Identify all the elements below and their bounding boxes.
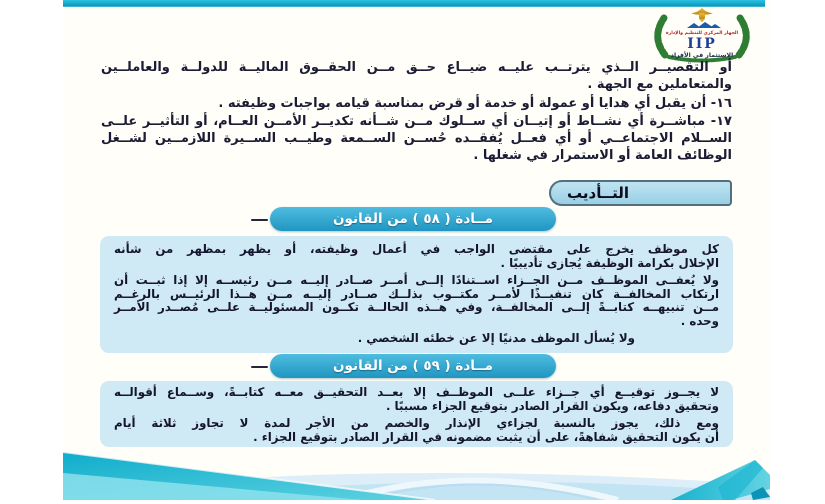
article-58-heading: مــادة ( ٥٨ ) من القانون <box>333 211 493 227</box>
logo-agency-name: الجهاز المركزي للتنظيم والإدارة <box>665 31 739 36</box>
article-paragraph <box>114 417 719 444</box>
article-paragraph <box>114 243 719 270</box>
eagle-icon <box>691 8 713 22</box>
text-line: لا يجــوز توقيــع أي جــزاء علــى الموظــف إلا بعــد التحقيــق معــه كتابــةً، وســماع أقوالــه <box>114 385 719 399</box>
section-title: التــأديب <box>567 184 629 202</box>
top-accent-bar <box>63 0 765 7</box>
text-line: ومع ذلك، يجوز بالنسبة لجزاءي الإنذار والخصم من الأجر لمدة لا تجاوز ثلاثة أيام <box>114 416 719 430</box>
article-paragraph <box>114 274 719 328</box>
section-title-pill <box>549 180 732 206</box>
text-line: ولا يُعفــى الموظــف مــن الجــزاء اســتنادًا إلــى أمــر صــادر إليــه مــن رئيســه إلا إذا ثبــت أن <box>114 273 719 287</box>
text-line: وتحقيق دفاعه، ويكون القرار الصادر بتوقيع الجزاء مسببًا . <box>385 398 719 413</box>
article-58-heading-pill <box>270 207 556 231</box>
article-58-box <box>100 236 733 353</box>
article-paragraph <box>114 386 719 413</box>
text-line: الســلام الاجتماعــي أو أي فعــل يُفقــده حُســن الســمعة وطيــب الســيرة اللازمــين لشــغل <box>101 131 732 147</box>
text-line: أو التقصيــر الــذي يترتــب عليــه ضيــاع حــق مــن الحقــوق الماليــة للدولــة والعاملــين <box>101 60 732 75</box>
bottom-wave-decoration <box>63 447 770 500</box>
text-line: والمتعاملين مع الجهة . <box>587 76 732 92</box>
wave-graphic <box>63 447 770 500</box>
article-59-box <box>100 381 733 447</box>
text-line: ارتكاب المخالفــة كان تنفيــذًا لأمــر مكتــوب بذلــك صــادر إليــه مــن هــذا الرئيــس بالرغــم <box>114 286 719 301</box>
connector-dash <box>251 219 268 221</box>
iip-agency-logo <box>645 7 759 63</box>
connector-dash <box>251 366 268 368</box>
logo-tagline: الاستثمار في الأفراد <box>670 52 734 59</box>
text-line: ١٧- مباشــرة أي نشــاط أو إتيــان أي ســلوك مــن شــأنه تكديــر الأمــن العــام، أو التأثيــر علــى <box>101 114 732 130</box>
list-item-17 <box>101 114 732 164</box>
pyramids-icon <box>687 22 721 28</box>
text-line: مــن تنبيهــه كتابــةً إلــى المخالفــة، وفي هــذه الحالــة تكــون المسئوليــة علــى مُصــدر الأمــر <box>114 300 719 314</box>
article-59-heading-pill <box>270 354 556 378</box>
text-line: كل موظف يخرج على مقتضى الواجب في أعمال وظيفته، أو يظهر بمظهر من شأنه <box>114 242 719 256</box>
text-line: أن يكون التحقيق شفاهةً، على أن يثبت مضمونه في القرار الصادر بتوقيع الجزاء . <box>253 429 719 444</box>
intro-text-block <box>101 60 732 167</box>
text-line: الوظائف العامة أو الاستمرار في شغلها . <box>473 147 732 163</box>
intro-paragraph <box>101 60 732 94</box>
text-line: وحده . <box>680 313 719 328</box>
logo-graphic <box>645 7 759 63</box>
logo-iip-text: IIP <box>687 36 717 52</box>
list-item-16 <box>101 96 732 113</box>
text-line: ١٦- أن يقبل أي هدايا أو عمولة أو خدمة أو قرض بمناسبة قيامه بواجبات وظيفته . <box>218 95 732 111</box>
article-59-heading: مــادة ( ٥٩ ) من القانون <box>333 358 493 374</box>
text-line: ولا يُسأل الموظف مدنيًا إلا عن خطئه الشخصي . <box>357 331 635 345</box>
text-line: الإخلال بكرامة الوظيفة يُجازى تأديبيًا . <box>500 255 719 270</box>
article-paragraph <box>114 332 635 346</box>
